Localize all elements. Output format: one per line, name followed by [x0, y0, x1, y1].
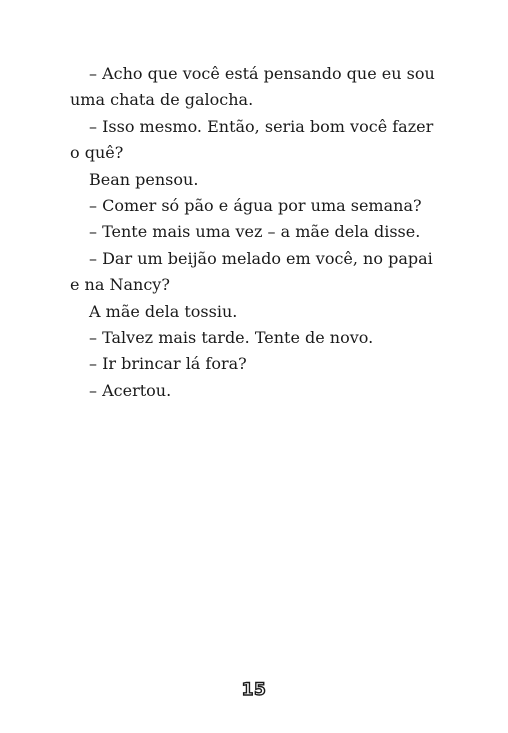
text-line-2: uma chata de galocha. — [70, 90, 254, 110]
text-line-6: – Comer só pão e água por uma semana? — [89, 195, 422, 215]
text-line-10: A mãe dela tossiu. — [89, 301, 238, 321]
text-line-9: e na Nancy? — [70, 275, 170, 295]
text-line-11: – Talvez mais tarde. Tente de novo. — [89, 327, 374, 347]
text-line-3: – Isso mesmo. Então, seria bom você fazer — [89, 116, 434, 136]
text-line-1: – Acho que você está pensando que eu sou — [89, 64, 435, 83]
text-line-4: o quê? — [70, 143, 124, 163]
text-line-7: – Tente mais uma vez – a mãe dela disse. — [89, 222, 421, 242]
page-number: 15 — [241, 680, 267, 700]
text-line-5: Bean pensou. — [89, 169, 199, 189]
text-line-8: – Dar um beijão melado em você, no papai — [89, 248, 433, 268]
body-text — [70, 61, 452, 404]
text-line-13: – Acertou. — [89, 380, 172, 400]
text-line-12: – Ir brincar lá fora? — [89, 354, 247, 374]
